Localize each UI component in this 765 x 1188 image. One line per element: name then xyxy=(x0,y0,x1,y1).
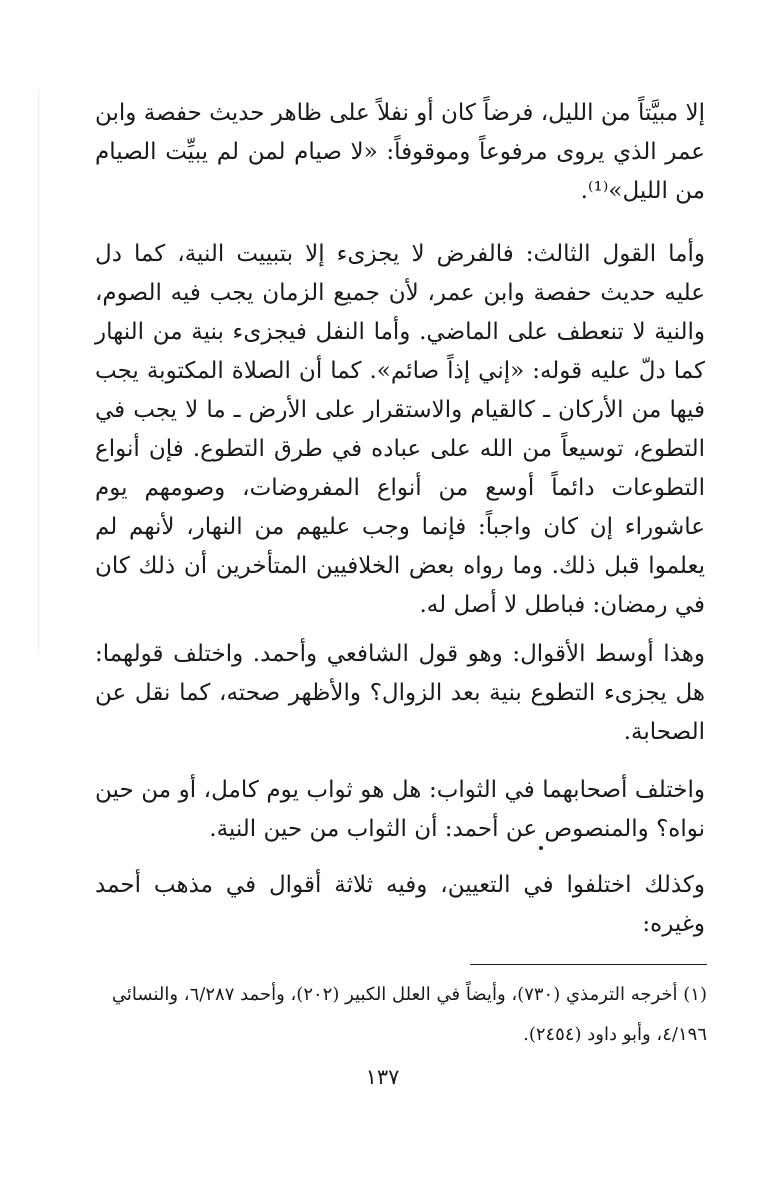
page-number: ١٣٧ xyxy=(365,1065,400,1089)
ink-dot xyxy=(539,846,543,850)
footnote-separator xyxy=(470,964,707,965)
footnote: (١) أخرجه الترمذي (٧٣٠)، وأيضاً في العلل الكبير (٢٠٢)، وأحمد ٦/٢٨٧، والنسائي ٤/١٩٦، وأبو داود (٢٤٥٤). xyxy=(111,984,707,1045)
paragraph-2: وأما القول الثالث: فالفرض لا يجزىء إلا بتبييت النية، كما دل عليه حديث حفصة وابن عمر، لأن جميع الزمان يجب فيه الصوم، والنية لا تنعطف على الماضي. وأما النفل فيجزىء بنية من النهار كما دلّ عليه قوله: «إني إذاً صائم». كما أن الصلاة المكتوبة يجب فيها من الأركان ـ كالقيام والاستقرار على الأرض ـ ما لا يجب في التطوع، توسيعاً من الله على عباده في طرق التطوع. فإن أنواع التطوعات دائماً أوسع من أنواع المفروضات، وصومهم يوم عاشوراء إن كان واجباً: فإنما وجب عليهم من النهار، لأنهم لم يعلموا قبل ذلك. وما رواه بعض الخلافيين المتأخرين أن ذلك كان في رمضان: فباطل لا أصل له. xyxy=(95,241,705,618)
scan-margin-line xyxy=(38,90,39,650)
paragraph-1: إلا مبيَّتاً من الليل، فرضاً كان أو نفلاً على ظاهر حديث حفصة وابن عمر الذي يروى مرفوعاً وموقوفاً: «لا صيام لمن لم يبيِّت الصيام من الليل»⁽¹⁾. xyxy=(95,100,705,204)
paragraph-4: واختلف أصحابهما في الثواب: هل هو ثواب يوم كامل، أو من حين نواه؟ والمنصوص عن أحمد: أن الثواب من حين النية. xyxy=(95,777,705,842)
paragraph-5: وكذلك اختلفوا في التعيين، وفيه ثلاثة أقوال في مذهب أحمد وغيره: xyxy=(95,872,705,937)
paragraph-3: وهذا أوسط الأقوال: وهو قول الشافعي وأحمد. واختلف قولهما: هل يجزىء التطوع بنية بعد الزوال؟ والأظهر صحته، كما نقل عن الصحابة. xyxy=(95,641,705,745)
